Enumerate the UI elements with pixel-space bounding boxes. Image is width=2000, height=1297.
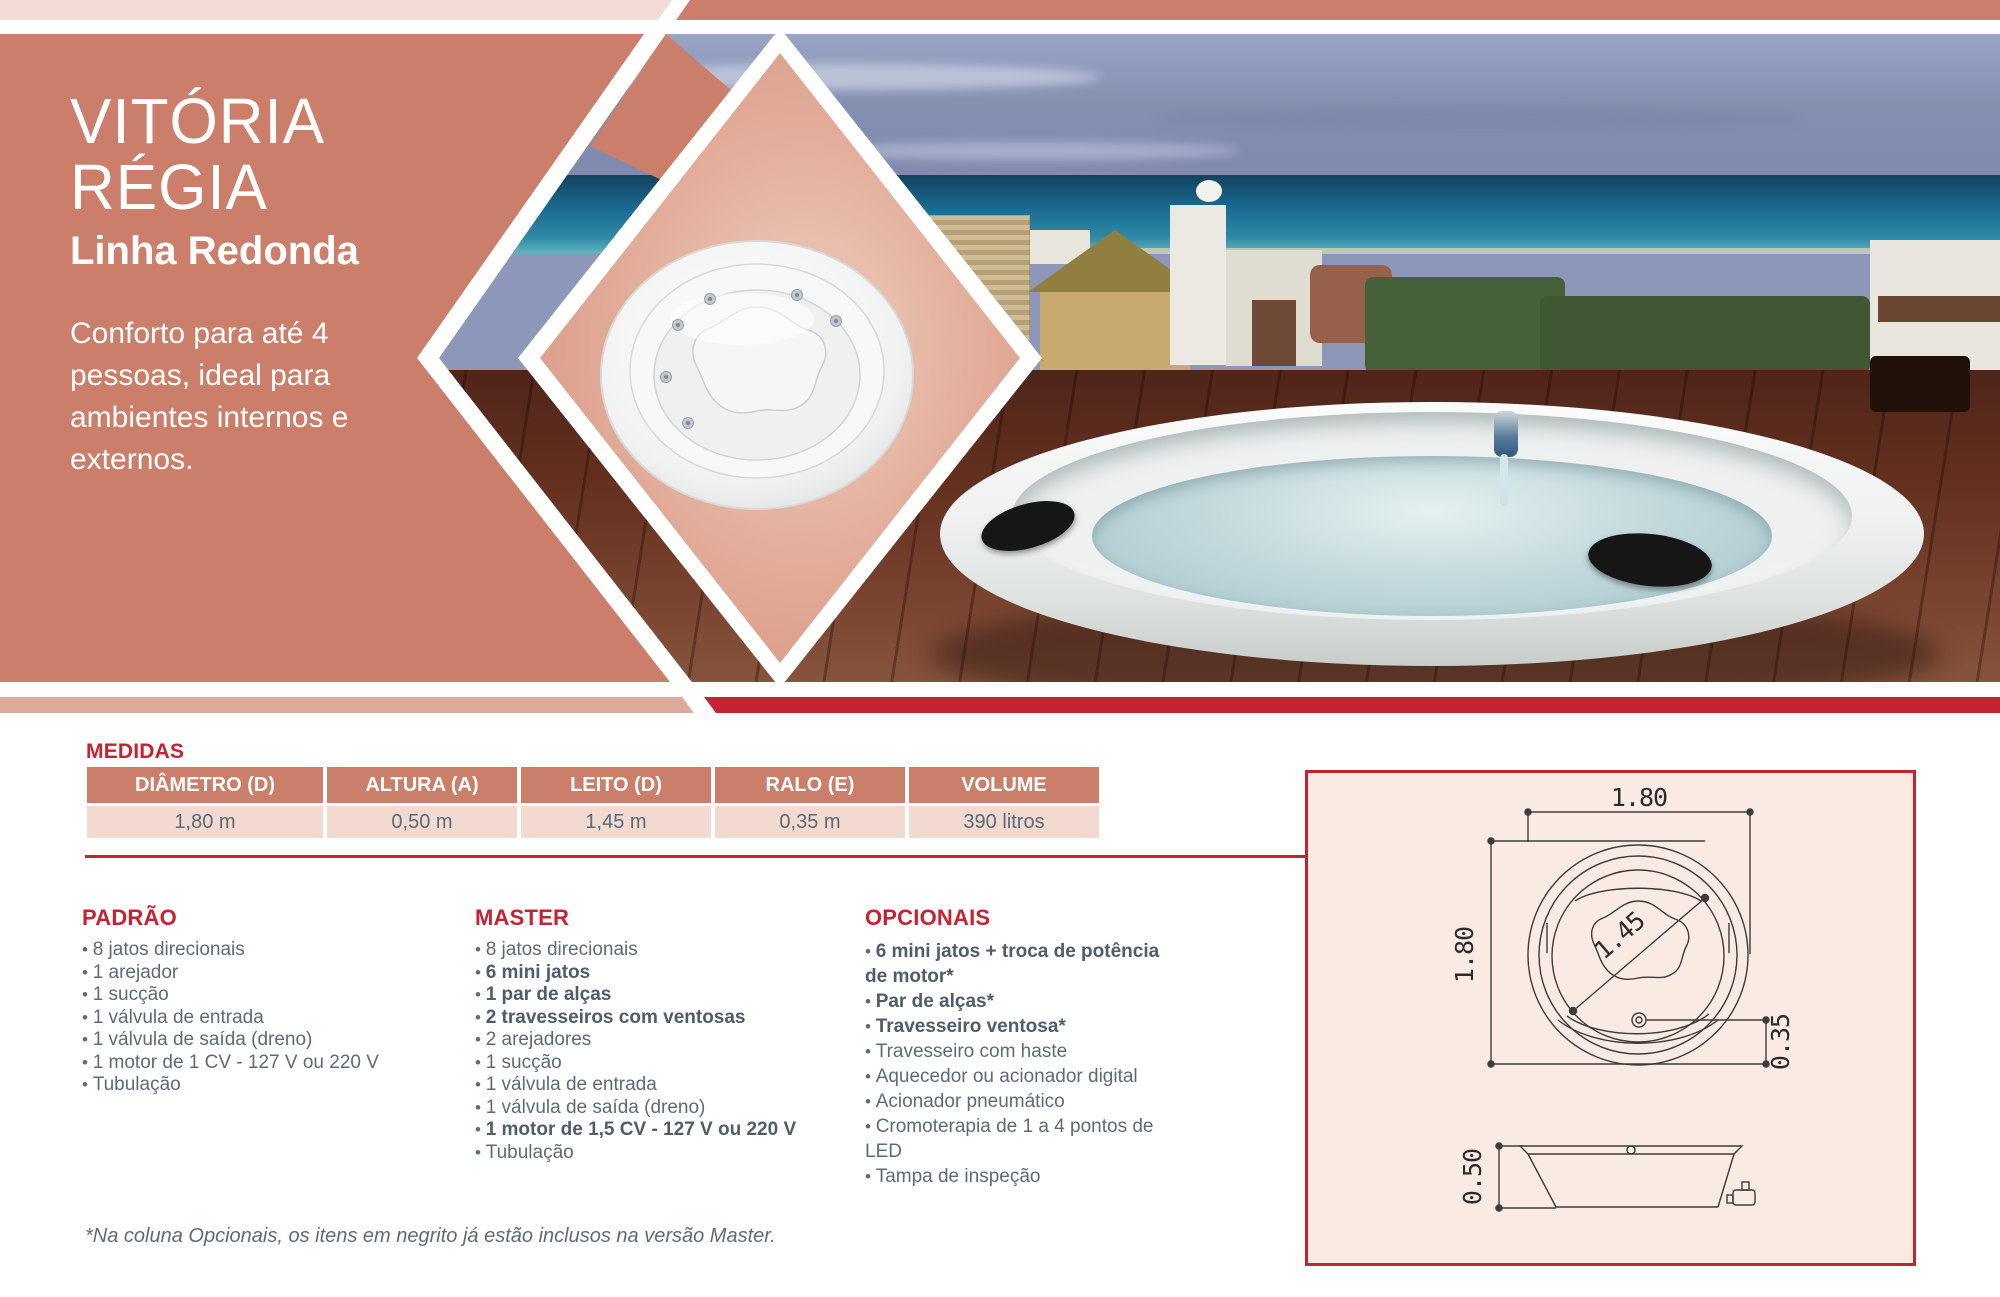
building-modern-tower	[1170, 205, 1226, 365]
product-render-top-view	[592, 227, 922, 512]
feature-item: • 1 válvula de entrada	[475, 1074, 657, 1095]
medidas-table	[87, 767, 1099, 838]
building-door	[1252, 300, 1296, 366]
table-cell: 0,50 m	[327, 806, 517, 838]
technical-drawing	[1305, 770, 1916, 1266]
feature-item: • 8 jatos direcionais	[82, 939, 245, 960]
cloud	[820, 142, 1240, 160]
satellite-dish-icon	[1196, 180, 1222, 202]
dim-height-label: 1.80	[1450, 926, 1479, 984]
feature-item: • Tubulação	[82, 1074, 181, 1095]
footnote: *Na coluna Opcionais, os itens em negrito já estão inclusos na versão Master.	[85, 1225, 776, 1247]
dim-seat-label: 1.45	[1588, 906, 1651, 965]
table-cell: RALO (E)	[715, 767, 905, 803]
table-cell: 1,80 m	[87, 806, 323, 838]
feature-title-master: MASTER	[475, 905, 570, 930]
feature-item: • 1 válvula de saída (dreno)	[475, 1096, 706, 1118]
feature-item: • Travesseiro ventosa*	[865, 1016, 1066, 1037]
feature-item: • Travesseiro com haste	[865, 1041, 1068, 1062]
pergola	[1878, 296, 2000, 322]
feature-column-master	[475, 905, 835, 1164]
brand-block	[70, 85, 450, 481]
pump-icon	[1727, 1182, 1755, 1205]
feature-item: • 6 mini jatos	[475, 961, 591, 983]
product-description: Conforto para até 4 pessoas, ideal para ambientes internos e externos.	[70, 317, 349, 476]
feature-column-opcionais	[865, 905, 1167, 1189]
medidas-label: MEDIDAS	[86, 740, 185, 763]
waterfall-spout	[1494, 411, 1518, 457]
table-cell: DIÂMETRO (D)	[87, 767, 323, 803]
medidas-header-row	[87, 767, 1099, 803]
feature-item: • 1 arejador	[82, 961, 179, 983]
feature-item: • 1 válvula de saída (dreno)	[82, 1029, 313, 1050]
feature-item: • Par de alças*	[865, 991, 994, 1012]
feature-item: • Cromoterapia de 1 a 4 pontos de LED	[865, 1116, 1154, 1162]
feature-item: • Acionador pneumático	[865, 1091, 1065, 1112]
dim-depth-label: 0.50	[1458, 1148, 1487, 1206]
feature-item: • 1 motor de 1 CV - 127 V ou 220 V	[82, 1051, 379, 1073]
feature-item: • 2 arejadores	[475, 1029, 592, 1050]
table-cell: ALTURA (A)	[327, 767, 517, 803]
feature-item: • 8 jatos direcionais	[475, 939, 638, 960]
dim-width-label: 1.80	[1610, 783, 1668, 812]
table-cell: 390 litros	[909, 806, 1099, 838]
feature-item: • 2 travesseiros com ventosas	[475, 1006, 746, 1028]
feature-item: • 1 válvula de entrada	[82, 1006, 264, 1028]
divider-rule	[85, 855, 1307, 858]
page-title: VITÓRIA RÉGIA	[70, 85, 322, 223]
table-cell: 1,45 m	[521, 806, 711, 838]
table-cell: VOLUME	[909, 767, 1099, 803]
dim-drain-label: 0.35	[1766, 1013, 1795, 1071]
technical-drawing-box	[1305, 770, 1916, 1266]
feature-item: • 6 mini jatos + troca de potência de motor*	[865, 941, 1160, 987]
building-tan-house	[1040, 286, 1190, 370]
vegetation	[1540, 296, 1870, 374]
feature-list-opcionais	[865, 939, 1167, 1189]
cloud	[1160, 108, 1800, 130]
water-stream	[1500, 454, 1508, 506]
feature-item: • Tubulação	[475, 1141, 574, 1163]
feature-list-padrao	[82, 939, 442, 1097]
table-cell: LEITO (D)	[521, 767, 711, 803]
feature-column-padrao	[82, 905, 442, 1097]
page-subtitle: Linha Redonda	[70, 229, 359, 273]
feature-item: • 1 sucção	[82, 984, 169, 1005]
feature-list-master	[475, 939, 835, 1164]
medidas-value-row	[87, 806, 1099, 838]
feature-item: • Tampa de inspeção	[865, 1166, 1041, 1187]
feature-item: • 1 par de alças	[475, 984, 612, 1005]
deck-object	[1870, 356, 1970, 412]
table-cell: 0,35 m	[715, 806, 905, 838]
feature-item: • 1 sucção	[475, 1051, 562, 1073]
feature-title-padrao: PADRÃO	[82, 905, 177, 930]
vegetation	[1365, 277, 1565, 373]
feature-item: • 1 motor de 1,5 CV - 127 V ou 220 V	[475, 1119, 797, 1140]
feature-item: • Aquecedor ou acionador digital	[865, 1066, 1138, 1087]
feature-title-opcionais: OPCIONAIS	[865, 905, 991, 930]
